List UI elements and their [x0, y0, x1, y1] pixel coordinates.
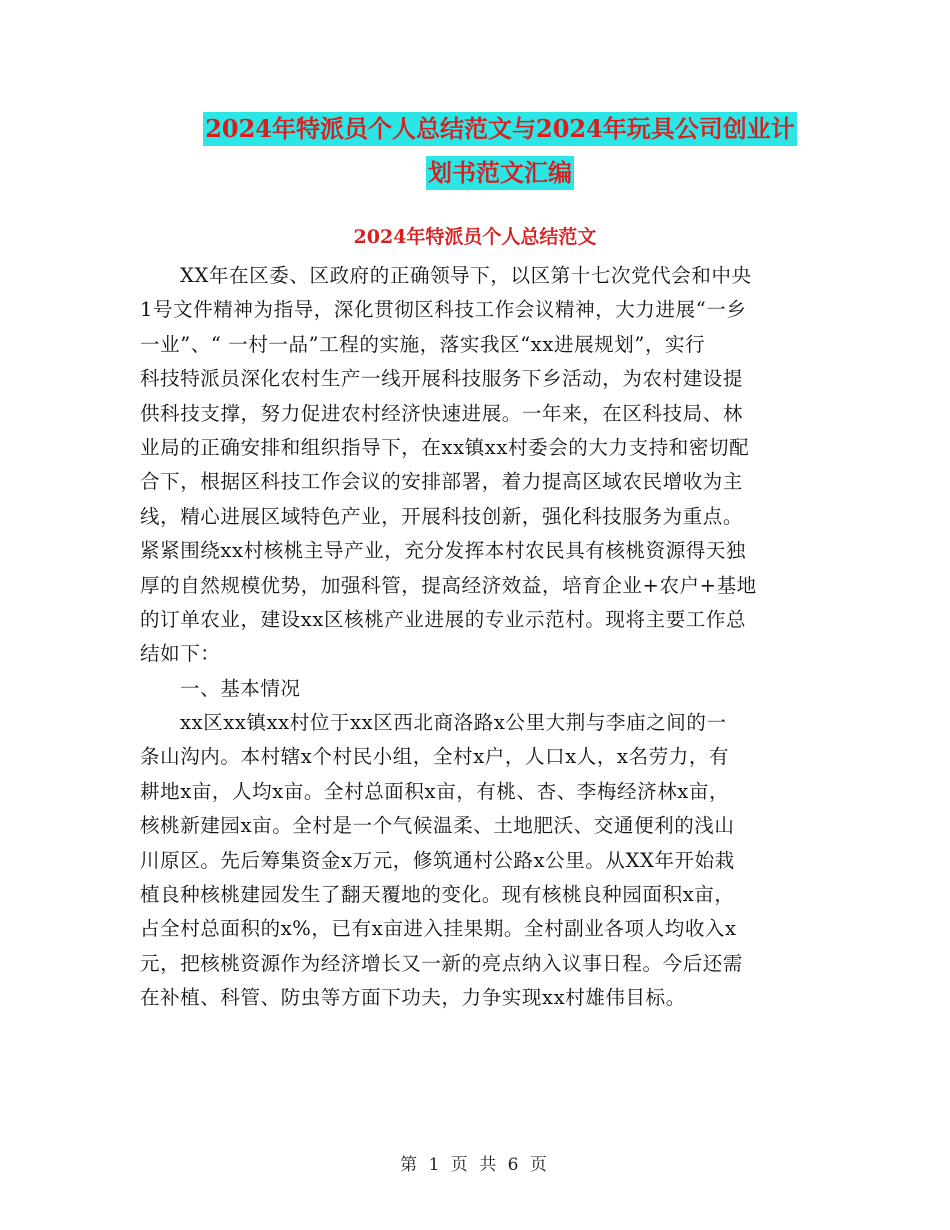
document-title-line-2: 划书范文汇编 — [426, 156, 574, 190]
paragraph-line: 1号文件精神为指导，深化贯彻区科技工作会议精神，大力进展“一乡 — [140, 298, 747, 322]
paragraph-line: 在补植、科管、防虫等方面下功夫，力争实现xx村雄伟目标。 — [140, 986, 686, 1010]
paragraph-line: 厚的自然规模优势，加强科管，提高经济效益，培育企业+农户+基地 — [140, 573, 757, 597]
document-title — [150, 112, 850, 190]
paragraph-line: XX年在区委、区政府的正确领导下，以区第十七次党代会和中央 — [180, 264, 752, 287]
paragraph-line: 植良种核桃建园发生了翻天覆地的变化。现有核桃良种园面积x亩， — [140, 883, 735, 907]
paragraph-line: 供科技支撑，努力促进农村经济快速进展。一年来，在区科技局、林 — [140, 401, 744, 425]
body-text — [140, 259, 816, 1016]
paragraph-line: xx区xx镇xx村位于xx区西北商洛路x公里大荆与李庙之间的一 — [180, 711, 727, 735]
paragraph-line: 结如下： — [140, 642, 221, 666]
page-number-footer: 第 1 页 共 6 页 — [400, 1155, 550, 1175]
paragraph-line: 条山沟内。本村辖x个村民小组，全村x户，人口x人，x名劳力，有 — [140, 745, 730, 769]
paragraph-line: 合下，根据区科技工作会议的安排部署，着力提高区域农民增收为主 — [140, 470, 744, 494]
paragraph-line: 线，精心进展区域特色产业，开展科技创新，强化科技服务为重点。 — [140, 504, 744, 528]
paragraph-line: 科技特派员深化农村生产一线开展科技服务下乡活动，为农村建设提 — [140, 367, 744, 391]
document-title-line-1: 2024年特派员个人总结范文与2024年玩具公司创业计 — [203, 112, 797, 146]
paragraph-line: 一业”、“ 一村一品”工程的实施，落实我区“xx进展规划”，实行 — [140, 332, 706, 356]
paragraph-line: 耕地x亩，人均x亩。全村总面积x亩，有桃、杏、李梅经济林x亩， — [140, 779, 730, 803]
paragraph-line: 占全村总面积的x%，已有x亩进入挂果期。全村副业各项人均收入x — [140, 917, 737, 941]
paragraph-line: 的订单农业，建设xx区核桃产业进展的专业示范村。现将主要工作总 — [140, 607, 747, 631]
section-heading: 一、基本情况 — [180, 676, 301, 700]
section-title: 2024年特派员个人总结范文 — [353, 226, 597, 248]
paragraph-line: 紧紧围绕xx村核桃主导产业，充分发挥本村农民具有核桃资源得天独 — [140, 539, 747, 563]
paragraph-line: 业局的正确安排和组织指导下，在xx镇xx村委会的大力支持和密切配 — [140, 435, 750, 459]
paragraph-line: 川原区。先后筹集资金x万元，修筑通村公路x公里。从XX年开始栽 — [140, 848, 735, 872]
paragraph-line: 核桃新建园x亩。全村是一个气候温柔、土地肥沃、交通便利的浅山 — [140, 814, 735, 838]
paragraph-line: 元，把核桃资源作为经济增长又一新的亮点纳入议事日程。今后还需 — [140, 951, 744, 975]
